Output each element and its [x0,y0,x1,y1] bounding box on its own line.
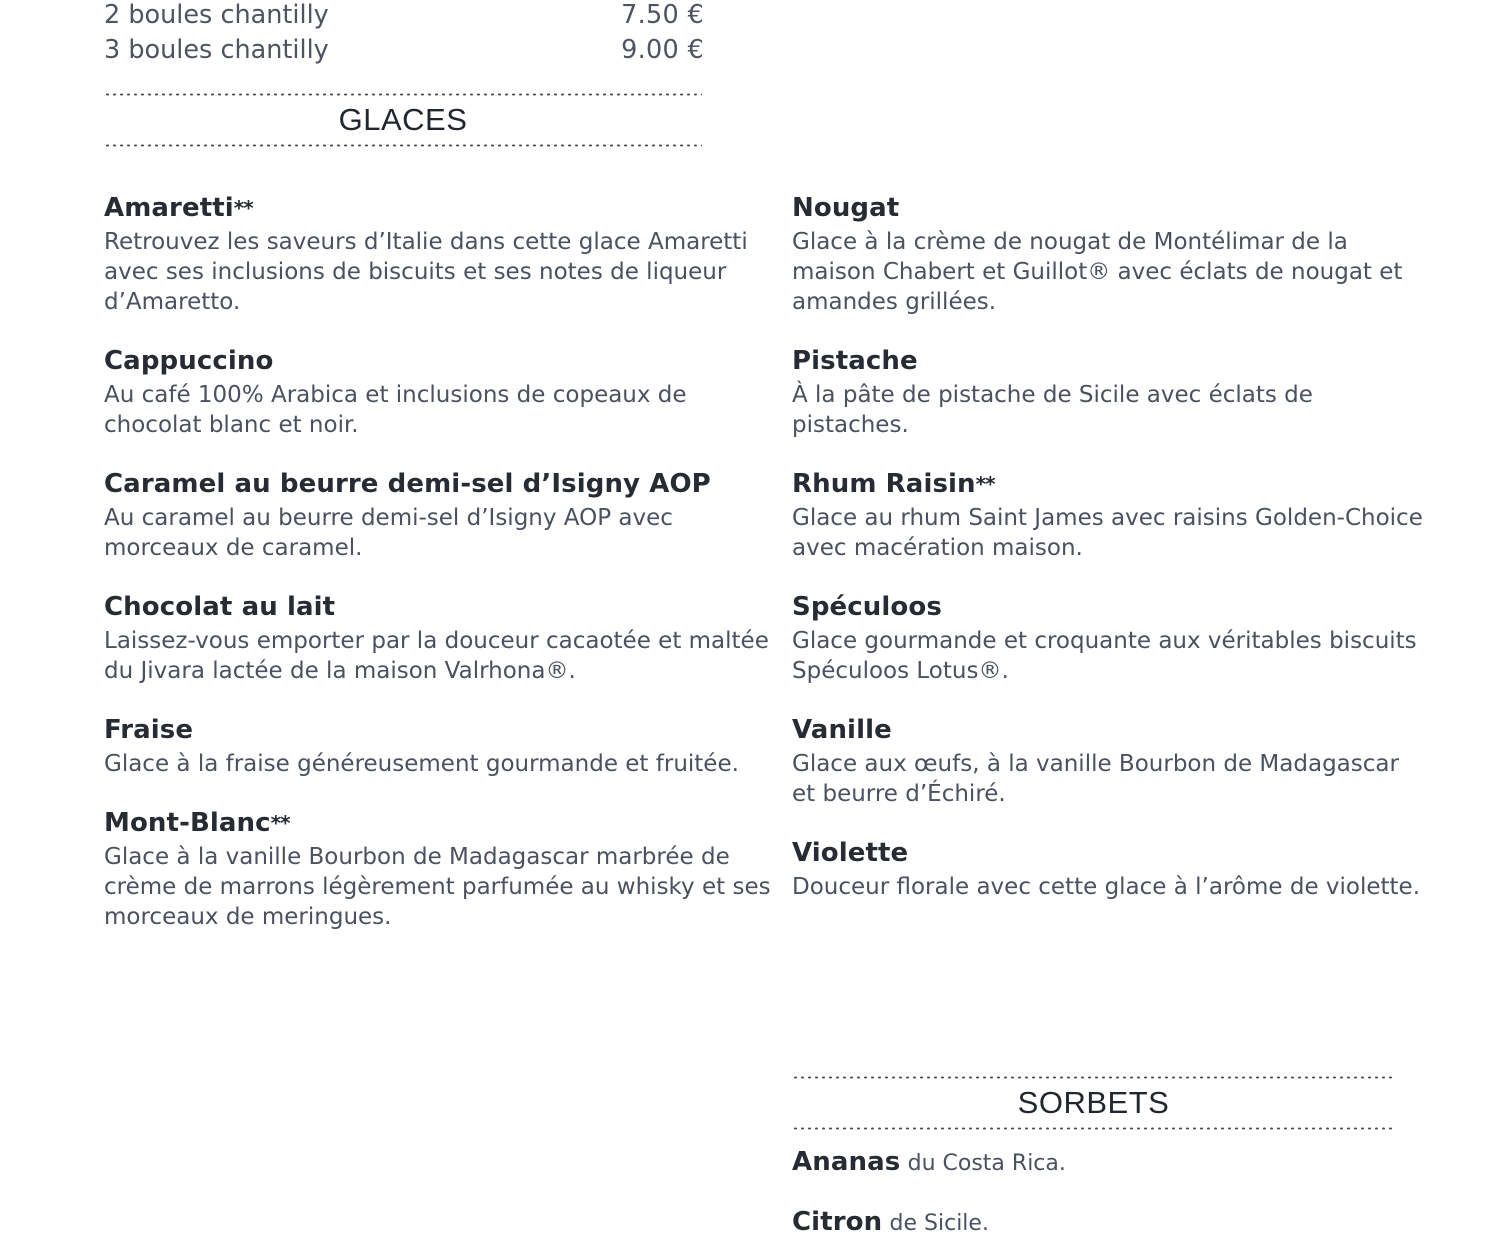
dotted-divider-bottom [104,143,702,148]
flavour-name-stars: ** [975,472,995,496]
price-row-label: 2 boules chantilly [104,0,329,30]
flavour-item [104,468,776,563]
glaces-section-header [104,92,702,148]
flavour-item [104,807,776,932]
flavour-name-stars: ** [270,811,290,835]
dotted-divider-bottom [792,1126,1395,1131]
sorbets-heading: SORBETS [1017,1085,1170,1120]
flavour-name-text: Spéculoos [792,592,942,622]
glaces-left-column [104,192,776,932]
price-row [104,33,704,68]
flavour-name-text: Violette [792,838,909,868]
sorbet-origin: du Costa Rica. [907,1150,1066,1176]
flavour-name-text: Cappuccino [104,346,274,376]
flavour-name [104,468,776,500]
flavour-name-text: Nougat [792,193,900,223]
flavour-description: Laissez-vous emporter par la douceur cacaotée et maltée du Jivara lactée de la maison Valrhona®. [104,628,769,684]
glaces-heading: GLACES [338,102,468,137]
flavour-name [104,345,776,377]
flavour-name-text: Amaretti [104,193,234,223]
flavour-item [792,192,1424,317]
price-row-value: 9.00 € [621,35,704,65]
flavour-name-text: Vanille [792,715,892,745]
sorbets-list [792,1147,1395,1239]
flavour-description: Glace au rhum Saint James avec raisins Golden-Choice avec macération maison. [792,505,1423,561]
sorbet-item [792,1147,1395,1179]
flavour-name-text: Pistache [792,346,918,376]
flavour-name-stars: ** [233,196,253,220]
chantilly-price-list [104,0,704,68]
flavour-name-text: Caramel au beurre demi-sel d’Isigny AOP [104,469,711,499]
flavour-item [104,345,776,440]
sorbet-origin: de Sicile. [889,1210,989,1236]
price-row [104,0,704,33]
flavour-name [104,807,776,839]
flavour-description: Au caramel au beurre demi-sel d’Isigny AOP avec morceaux de caramel. [104,505,673,561]
flavour-description: Retrouvez les saveurs d’Italie dans cette glace Amaretti avec ses inclusions de biscuits et ses notes de liqueur d’Amaretto. [104,229,748,315]
flavour-description: À la pâte de pistache de Sicile avec éclats de pistaches. [792,382,1313,438]
flavour-item [104,591,776,686]
sorbet-name: Citron [792,1206,883,1237]
flavour-name-text: Mont-Blanc [104,808,271,838]
flavour-name [792,192,1424,224]
flavour-name-text: Chocolat au lait [104,592,336,622]
flavour-description: Glace gourmande et croquante aux véritables biscuits Spéculoos Lotus®. [792,628,1417,684]
flavour-item [104,714,776,779]
flavour-name [104,591,776,623]
flavour-name-text: Rhum Raisin [792,469,976,499]
flavour-item [792,468,1424,563]
flavour-item [792,837,1424,902]
flavour-item [104,192,776,317]
flavour-description: Glace à la fraise généreusement gourmande et fruitée. [104,751,739,777]
flavour-item [792,591,1424,686]
sorbet-name: Ananas [792,1146,901,1177]
flavour-name [792,591,1424,623]
glaces-right-column [792,192,1424,902]
flavour-name [792,468,1424,500]
sorbet-item [792,1207,1395,1239]
flavour-name [104,714,776,746]
flavour-description: Glace à la crème de nougat de Montélimar de la maison Chabert et Guillot® avec éclats de nougat et amandes grillées. [792,229,1403,315]
price-row-value: 7.50 € [621,0,704,30]
flavour-description: Glace aux œufs, à la vanille Bourbon de Madagascar et beurre d’Échiré. [792,751,1399,807]
flavour-description: Au café 100% Arabica et inclusions de copeaux de chocolat blanc et noir. [104,382,687,438]
flavour-name [792,345,1424,377]
flavour-name [792,714,1424,746]
flavour-name [792,837,1424,869]
flavour-name-text: Fraise [104,715,194,745]
flavour-name [104,192,776,224]
sorbets-section [792,1075,1395,1239]
flavour-description: Glace à la vanille Bourbon de Madagascar marbrée de crème de marrons légèrement parfumée au whisky et ses morceaux de meringues. [104,844,771,930]
flavour-description: Douceur florale avec cette glace à l’arôme de violette. [792,874,1421,900]
flavour-item [792,345,1424,440]
price-row-label: 3 boules chantilly [104,35,329,65]
flavour-item [792,714,1424,809]
